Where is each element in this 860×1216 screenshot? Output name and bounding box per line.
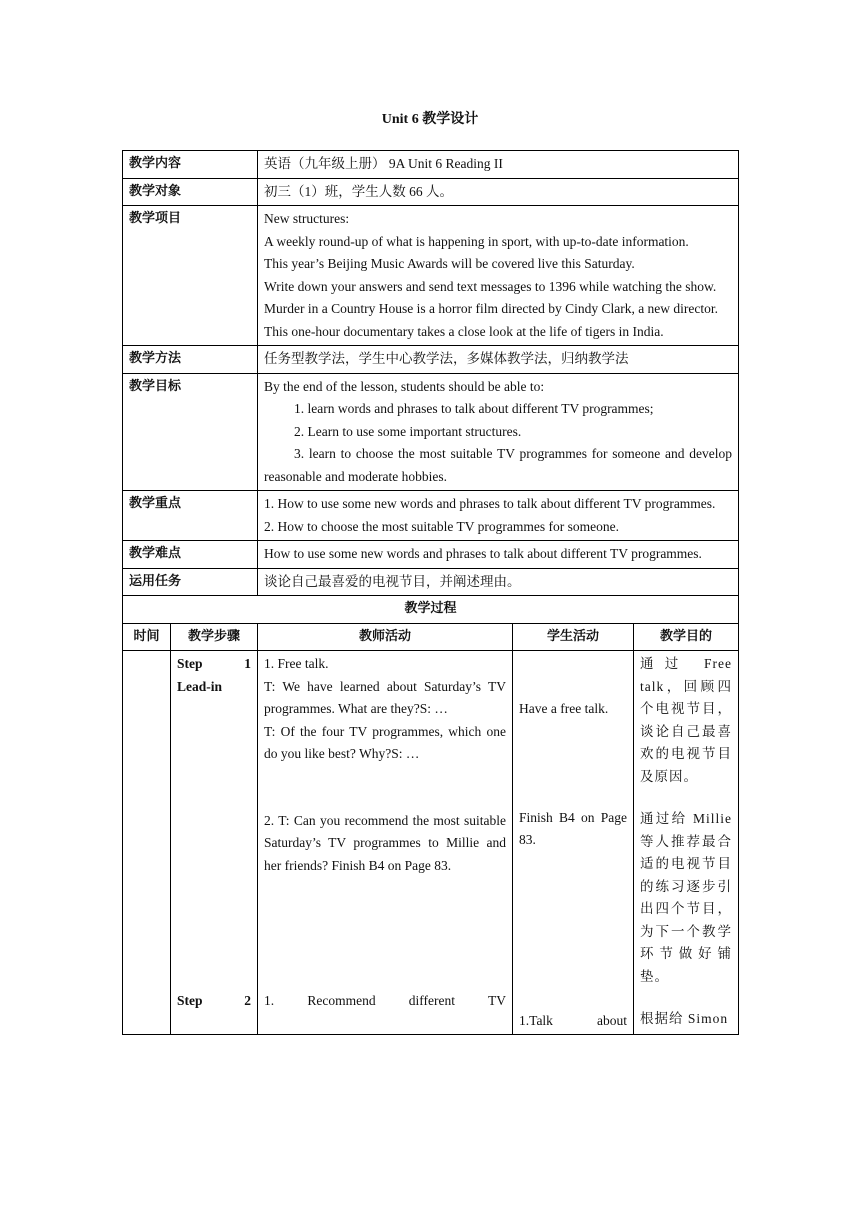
row-methods <box>123 346 739 374</box>
label-items: 教学项目 <box>123 206 258 346</box>
teacher-line: T: Of the four TV programmes, which one do you like best? Why?S: … <box>264 723 507 761</box>
row-steps <box>123 651 739 1035</box>
student-line: Have a free talk. <box>519 701 609 716</box>
process-title: 教学过程 <box>123 596 739 624</box>
label-task: 运用任务 <box>123 568 258 596</box>
header-student: 学生活动 <box>513 623 634 651</box>
row-objectives <box>123 373 739 491</box>
student-cell <box>513 651 634 1035</box>
row-keypoints <box>123 491 739 541</box>
items-line: This year’s Beijing Music Awards will be covered live this Saturday. <box>264 256 635 271</box>
purpose-line: 根据给 Simon <box>640 1011 729 1026</box>
items-line: Murder in a Country House is a horror film directed by Cindy Clark, a new director. <box>264 301 719 316</box>
items-line: A weekly round-up of what is happening in sport, with up-to-date information. <box>264 233 689 249</box>
objectives-line: By the end of the lesson, students should be able to: <box>264 378 545 394</box>
teacher-line: T: We have learned about Saturday’s TV programmes. What are they?S: … <box>264 678 507 716</box>
objectives-line: 3. learn to choose the most suitable TV programmes for someone and develop reasonable and moderate hobbies. <box>264 446 733 484</box>
row-task <box>123 568 739 596</box>
step1-label: Step 1 <box>177 656 252 671</box>
value-items <box>258 206 739 346</box>
header-step: 教学步骤 <box>171 623 258 651</box>
value-methods: 任务型教学法，学生中心教学法，多媒体教学法，归纳教学法 <box>258 346 739 374</box>
value-difficulties: How to use some new words and phrases to talk about different TV programmes. <box>258 541 739 569</box>
purpose-line: 通过 Free talk，回顾四个电视节目，谈论自己最喜欢的电视节目及原因。 <box>640 656 733 784</box>
page-title: Unit 6 教学设计 <box>381 112 479 127</box>
keypoints-line: 1. How to use some new words and phrases to talk about different TV programmes. <box>264 496 716 511</box>
header-purpose: 教学目的 <box>634 623 739 651</box>
objectives-line: 2. Learn to use some important structures. <box>294 423 522 439</box>
value-task: 谈论自己最喜爱的电视节目，并阐述理由。 <box>258 568 739 596</box>
row-difficulties <box>123 541 739 569</box>
student-line: Finish B4 on Page 83. <box>519 809 628 847</box>
teacher-line: 2. T: Can you recommend the most suitable Saturday’s TV programmes to Millie and her friends? Finish B4 on Page 83. <box>264 812 507 873</box>
step1-name: Lead-in <box>177 678 223 694</box>
purpose-line: 通过给 Millie 等人推荐最合适的电视节目的练习逐步引出四个节目，为下一个教学环节做好铺垫。 <box>640 811 733 984</box>
label-content: 教学内容 <box>123 151 258 179</box>
student-line: 1.Talk about <box>519 1012 628 1028</box>
teacher-line: 1. Recommend different TV <box>264 993 507 1008</box>
header-time: 时间 <box>123 623 171 651</box>
row-process-headers <box>123 623 739 651</box>
row-content <box>123 151 739 179</box>
row-items <box>123 206 739 346</box>
value-objectives <box>258 373 739 491</box>
purpose-cell <box>634 651 739 1035</box>
items-line: Write down your answers and send text messages to 1396 while watching the show. <box>264 278 717 294</box>
time-cell <box>123 651 171 1035</box>
label-keypoints: 教学重点 <box>123 491 258 541</box>
step-cell <box>171 651 258 1035</box>
keypoints-line: 2. How to choose the most suitable TV programmes for someone. <box>264 518 619 534</box>
lesson-plan-table <box>122 150 739 1035</box>
items-line: This one-hour documentary takes a close look at the life of tigers in India. <box>264 323 664 339</box>
objectives-line: 1. learn words and phrases to talk about different TV programmes; <box>294 401 654 416</box>
teacher-line: 1. Free talk. <box>264 656 329 671</box>
label-methods: 教学方法 <box>123 346 258 374</box>
value-keypoints <box>258 491 739 541</box>
step2-label: Step 2 <box>177 993 252 1008</box>
row-target <box>123 178 739 206</box>
label-objectives: 教学目标 <box>123 373 258 491</box>
value-target: 初三（1）班，学生人数 66 人。 <box>258 178 739 206</box>
teacher-cell <box>258 651 513 1035</box>
header-teacher: 教师活动 <box>258 623 513 651</box>
value-content: 英语（九年级上册） 9A Unit 6 Reading II <box>258 151 739 179</box>
label-target: 教学对象 <box>123 178 258 206</box>
label-difficulties: 教学难点 <box>123 541 258 569</box>
row-process-title <box>123 596 739 624</box>
items-line: New structures: <box>264 211 350 226</box>
